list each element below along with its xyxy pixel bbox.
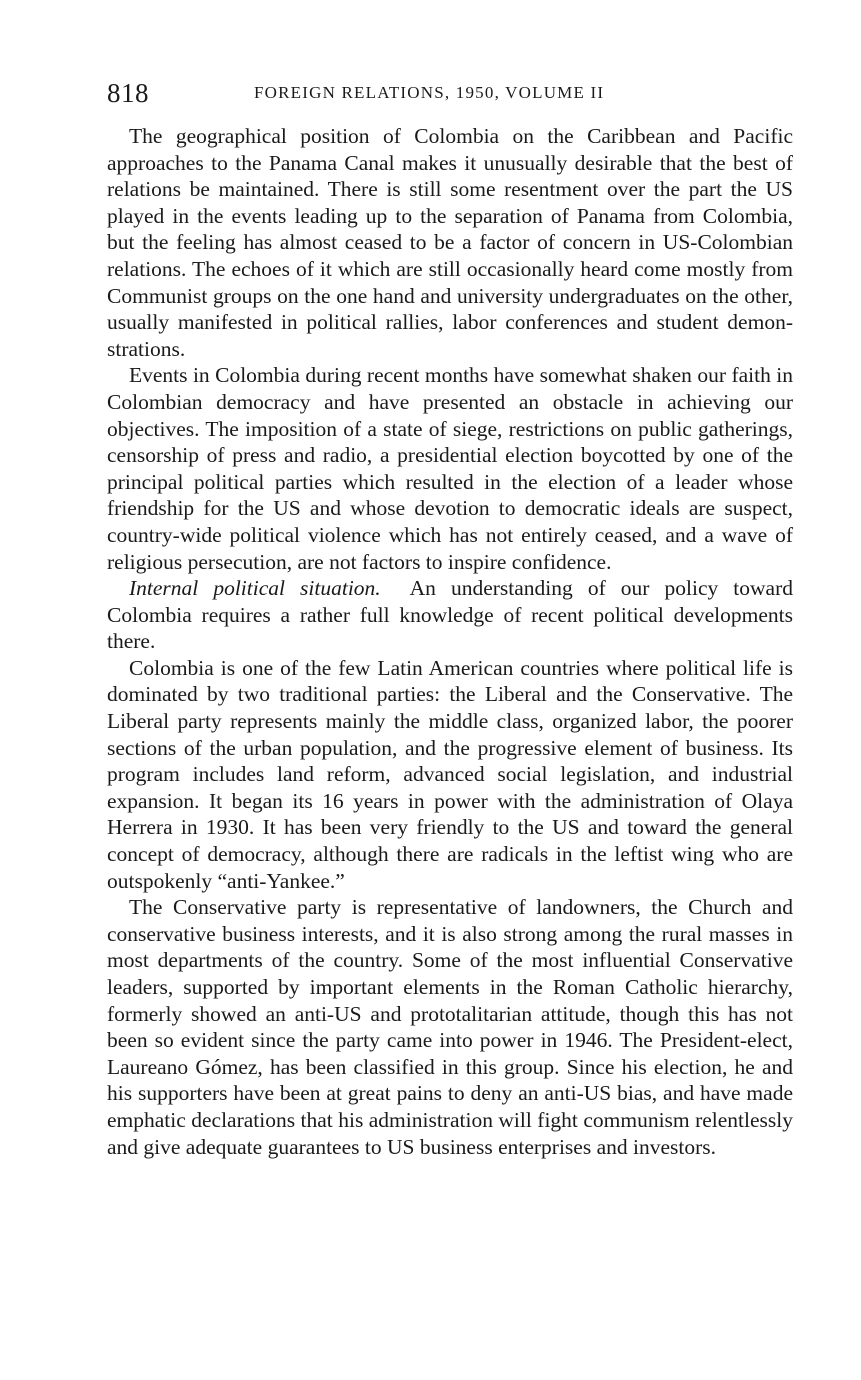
paragraph-text: Events in Colombia during recent months have somewhat shaken our faith in Colombian democracy and have presented an obstacle in achieving our objectives. The imposition of a state of siege, restrictions on public gatherings, censorship of press and radio, a presidential election boycotted by one of the principal political parties which resulted in the election of a leader whose friendship for the US and whose devotion to democratic ideals are suspect, country-wide political violence which has not entirely ceased, and a wave of religious persecution, are not factors to inspire confidence. <box>107 363 793 574</box>
paragraph-conservative-party <box>107 894 793 1160</box>
paragraph-liberal-party <box>107 655 793 894</box>
paragraph-text: The Conservative party is representative of landowners, the Church and conservative business interests, and it is also strong among the rural masses in most departments of the country. Some of the most influential Conservative leaders, supported by important elements in the Roman Catholic hierarchy, formerly showed an anti-US and prototalitarian attitude, though this has not been so evident since the party came into power in 1946. The President-elect, Laureano Gómez, has been classified in this group. Since his election, he and his supporters have been at great pains to deny an anti-US bias, and have made emphatic declarations that his administration will fight communism relentlessly and give adequate guarantees to US business enterprises and investors. <box>107 895 793 1159</box>
paragraph-text: The geographical position of Colombia on the Caribbean and Pacific approaches to the Panama Canal makes it unusually desirable that the best of relations be maintained. There is still some resentment over the part the US played in the events leading up to the separation of Panama from Colombia, but the feeling has almost ceased to be a factor of concern in US-Colombian relations. The echoes of it which are still occasionally heard come mostly from Communist groups on the one hand and university undergraduates on the other, usually manifested in political rallies, labor conferences and student demonstrations. <box>107 124 793 361</box>
section-run-in-heading: Internal political situation. <box>129 576 381 601</box>
page-header <box>107 76 793 110</box>
body-text <box>107 123 793 1160</box>
paragraph-strategic-position <box>107 123 793 362</box>
paragraph-text: Colombia is one of the few Latin American countries where political life is dominated by two traditional parties: the Liberal and the Conservative. The Liberal party represents mainly the middle class, organized labor, the poorer sections of the urban population, and the progressive element of business. Its program includes land reform, advanced social legislation, and industrial expansion. It began its 16 years in power with the administration of Olaya Herrera in 1930. It has been very friendly to the US and toward the general concept of democracy, although there are radicals in the leftist wing who are outspokenly “anti-Yankee.” <box>107 655 793 893</box>
paragraph-internal-political-situation <box>107 575 793 655</box>
running-title: FOREIGN RELATIONS, 1950, VOLUME II <box>254 83 605 102</box>
page-number: 818 <box>107 78 149 108</box>
paragraph-text: An understanding of our policy toward Colombia requires a rather full knowledge of recent political developments there. <box>107 576 793 654</box>
paragraph-recent-events <box>107 362 793 575</box>
